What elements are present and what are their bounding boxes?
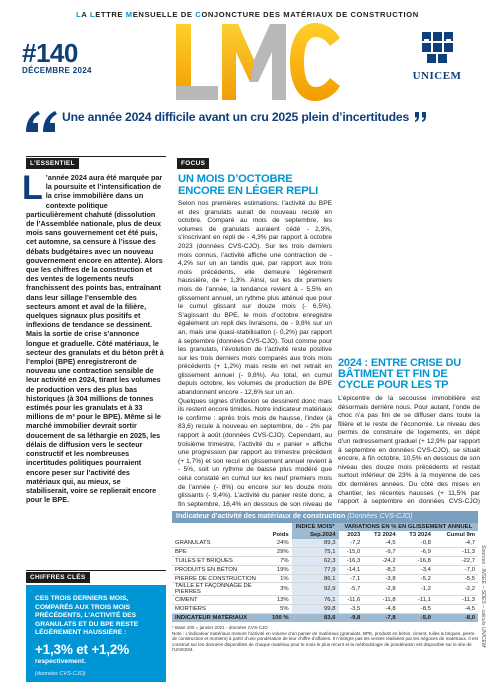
header-indice: INDICE MOIS* <box>292 523 339 531</box>
focus-title: UN MOIS D’OCTOBRE ENCORE EN LÉGER REPLI <box>178 173 319 197</box>
header-variation: VARIATIONS EN % EN GLISSEMENT ANNUEL <box>339 523 479 531</box>
materials-table <box>172 511 478 652</box>
focus-tag: FOCUS <box>177 158 209 169</box>
cell: -2,8 <box>363 583 398 596</box>
row-label: TUILES ET BRIQUES <box>172 557 268 566</box>
header-2023: 2023 <box>347 532 361 538</box>
masthead-initial: M <box>125 10 133 19</box>
cell: -11,8 <box>363 596 398 605</box>
cell: 62,3 <box>292 557 339 566</box>
table-header-row <box>172 523 478 531</box>
cell: -7,1 <box>339 574 364 583</box>
cell: -5,0 <box>399 614 434 623</box>
row-label: TAILLE ET FAÇONNAGE DE PIERRES <box>172 583 268 596</box>
dropcap: L <box>22 169 43 207</box>
issue-number: #140 <box>22 38 78 68</box>
focus-paragraph: Selon nos premières estimations, l’activité du BPE et des granulats aurait de nouveau reculé en octobre. Comparé au mois de septembre, les volumes de granulats auraient cédé - 2,3%, s’inscrivant en repli de - 4,3% par rapport à octobre 2023 (données CVS-CJO). Sur les trois derniers mois connus, l’activité affiche une contraction de - 4,2% sur un an tandis que, par rapport aux trois mois précédents, elle demeure légèrement haussière, de + 1,3%. Ainsi, sur les dix premiers mois de l’année, la tendance revient à - 5,5% en glissement annuel, un rythme plus atténué que pour le cumul glissant sur douze mois (- 6,5%). S’agissant du BPE, le mois d’octobre enregistre également un repli des livraisons, de - 9,8% sur un an, mais une quasi-stabilisation (- 0,2%) par rapport à septembre (données CVS-CJO). Tout comme pour les granulats, l’évolution de l’activité reste positive sur les trois derniers mois comparés aux trois mois précédents (+ 1,2%) mais reste en net retrait en glissement annuel (- 9,8%). Au total, en cumul depuis octobre, les volumes de production de BPE abandonnent encore - 12,6% sur un an. <box>178 200 332 397</box>
cell: -6,9 <box>399 548 434 557</box>
table-row <box>172 548 478 557</box>
key-figures-sub: respectivement. <box>35 657 86 665</box>
row-label: PIERRE DE CONSTRUCTION <box>172 574 268 583</box>
focus-paragraph: Quelques signes d’inflexion se dessinent donc mais ils restent encore timides. Notre indicateur matériaux le confirme : après trois mois de hausse, l’index (à 83,6) recule à nouveau en septembre, de - 2% par rapport à août (données CVS-CJO). Cependant, au troisième trimestre, l’activité du « panier » affiche une progression par rapport au trimestre précédent (+ 1,7%) et son recul en glissement annuel revient à - 5%, soit un rythme de baisse plus modéré que celui constaté en cumul sur les neuf premiers mois de l’année (- 8%) ou encore sur les douze mois glissants (- 9,4%). L’activité du panier reste donc, à fin septembre, 16,4% en dessous de son niveau de <box>178 397 332 508</box>
cell: -4,5 <box>363 539 398 548</box>
cell: -5,5 <box>434 574 478 583</box>
table-total-row <box>172 614 478 623</box>
cell: 13% <box>268 596 292 605</box>
cell: -11,3 <box>434 548 478 557</box>
header-date: Sep.2024 <box>292 531 339 539</box>
cell: -7,0 <box>434 565 478 574</box>
cell: 1% <box>268 574 292 583</box>
masthead-initial: C <box>195 10 202 19</box>
table-row <box>172 583 478 596</box>
sources-text: Sources : INSEE – SDES – calculs UNICEM <box>480 545 486 648</box>
cell: -8,5 <box>399 605 434 614</box>
table-notes <box>172 625 478 652</box>
cell: -5,2 <box>399 574 434 583</box>
masthead-word: ETTRE <box>95 10 126 19</box>
cell: -16,3 <box>339 557 364 566</box>
cell: 7% <box>268 557 292 566</box>
table-row <box>172 565 478 574</box>
masthead-tagline <box>0 10 495 19</box>
double-quote-close-icon <box>414 112 428 122</box>
cell: -1,2 <box>399 583 434 596</box>
cell: -9,8 <box>339 614 364 623</box>
header-t3: T3 2024 <box>409 532 431 538</box>
cell: -0,8 <box>399 539 434 548</box>
cell: -2,2 <box>434 583 478 596</box>
header-t2: T2 2024 <box>373 532 396 538</box>
cell: -5,7 <box>339 583 364 596</box>
essentiel-text <box>22 169 164 505</box>
header-cumul: Cumul 9m <box>446 532 475 538</box>
table-note: Note : L’indicateur matériaux mesure l’activité en volume d’un panier de matériaux (granulats, BPE, produits en béton, ciment, tuiles & briques, pierre de construction et mortiers) à partir d’une pondération de leur chiffre d’affaires. Il n’intègre pas les ventes réalisées par les négoces de matériaux. Il est construit sur les données disponibles de chaque matériau pour le mois le plus récent et la méthodologie de pondération est disponible sur le site de l’UNICEM. <box>172 630 478 652</box>
key-figures-numbers: +1,3% et +1,2% <box>35 641 130 657</box>
row-label: MORTIERS <box>172 605 268 614</box>
cell: 86,1 <box>292 574 339 583</box>
table-title <box>172 511 478 523</box>
unicem-name: UNICEM <box>412 70 462 82</box>
row-label: BPE <box>172 548 268 557</box>
row-label: INDICATEUR MATÉRIAUX <box>172 614 268 623</box>
cell: -4,5 <box>434 605 478 614</box>
masthead-word: A <box>81 10 90 19</box>
cell: 76,1 <box>292 596 339 605</box>
divider <box>26 156 166 157</box>
cell: -15,0 <box>339 548 364 557</box>
cell: -8,0 <box>434 614 478 623</box>
cell: -4,8 <box>363 605 398 614</box>
cell: -14,1 <box>339 565 364 574</box>
chiffres-cles-tag: CHIFFRES CLÉS <box>26 572 90 583</box>
masthead-initial: L <box>89 10 96 19</box>
cell: 89,3 <box>292 539 339 548</box>
essentiel-tag: L’ESSENTIEL <box>26 158 79 169</box>
cell: 3% <box>268 583 292 596</box>
table-row <box>172 574 478 583</box>
cell: -3,4 <box>399 565 434 574</box>
cell: -3,5 <box>339 605 364 614</box>
crise-title: 2024 : ENTRE CRISE DU BÂTIMENT ET FIN DE CYCLE POUR LES TP <box>338 357 461 392</box>
issue-date: DÉCEMBRE 2024 <box>22 66 92 75</box>
cell: 92,9 <box>292 583 339 596</box>
table-note: * Base 100 = janvier 2021 - données CVS-CJO <box>172 625 268 631</box>
masthead-initial: L <box>76 10 82 19</box>
cell: 5% <box>268 605 292 614</box>
table <box>172 523 478 622</box>
cell: 29% <box>268 548 292 557</box>
cell: -4,7 <box>434 539 478 548</box>
cell: -11,6 <box>339 596 364 605</box>
headline <box>62 110 482 124</box>
table-unit: (Données CVS-CJO) <box>347 513 413 520</box>
table-row <box>172 539 478 548</box>
crise-body: L’épicentre de la secousse immobilière est désormais derrière nous. Pour autant, l’onde de choc n’a pas fini de se diffuser dans toute la filière et le reste de l’économie. Le niveau des permis de construire de logements, en dépit d’un redressement graduel (+ 12,9% par rapport à septembre en données CVS-CJO), se situait encore, à fin octobre, 10,5% en dessous de son niveau des douze mois précédents et restait surtout inférieur de 23% à la moyenne de ces dix dernières années. Du côté des mises en chantier, les récentes hausses (+ 11,5% par rapport à septembre en données CVS-CJO) <box>338 395 480 506</box>
sources-note <box>478 545 488 655</box>
table-row <box>172 596 478 605</box>
focus-continued <box>338 160 480 356</box>
cell: 19% <box>268 565 292 574</box>
table-title-text: Indicateur d’activité des matériaux de construction <box>176 513 346 520</box>
cell: -7,2 <box>339 539 364 548</box>
key-figures-source: (données CVS-CJO) <box>35 670 86 677</box>
masthead-word: ONJONCTURE DES MATÉRIAUX DE CONSTRUCTION <box>201 10 419 19</box>
row-label: CIMENT <box>172 596 268 605</box>
cell: -8,2 <box>363 565 398 574</box>
cell: -9,7 <box>363 548 398 557</box>
cell: 77,9 <box>292 565 339 574</box>
key-figures-box <box>26 585 166 682</box>
cell: -7,8 <box>363 614 398 623</box>
cell: 100 % <box>268 614 292 623</box>
divider <box>26 570 166 571</box>
essentiel-body: ’année 2024 aura été marquée par la poursuite et l’intensification de la crise immobilière dans un contexte politique particulièrement chahuté (dissolution de l’Assemblée nationale, plus de deux mois sans gouvernement cet été puis, cet automne, sa censure à l’issue des débats budgétaires avec un nouveau gouvernement encore en attente). Alors que les chiffres de la construction et des ventes de logements neufs franchissent des points bas, entraînant dans leur sillage l’ensemble des secteurs amont et aval de la filière, quelques signaux plus positifs et inflexions de tendance se dessinent. Mais la sortie de crise s’annonce longue et graduelle. Côté matériaux, le secteur des granulats et du béton prêt à l’emploi (BPE) enregistreront de nouveau une contraction sensible de leur activité en 2024, tirant les volumes de production vers des plus bas historiques (à 304 millions de tonnes estimés pour les granulats et à 33 millions de m³ pour le BPE). Même si le marché immobilier devrait sortir doucement de sa léthargie en 2025, les délais de diffusion vers le secteur constructif et les nombreuses incertitudes politiques pourraient encore peser sur l’activité des matériaux qui, au mieux, se stabiliserait, voire se replierait encore pour le BPE. <box>26 173 164 505</box>
table-subheader-row <box>172 531 478 539</box>
cell: -24,2 <box>363 557 398 566</box>
svg-text:LMC: LMC <box>170 20 173 21</box>
double-quote-open-icon <box>22 106 62 136</box>
cell: -22,7 <box>434 557 478 566</box>
table-row <box>172 605 478 614</box>
cell: -16,8 <box>399 557 434 566</box>
cell: -11,1 <box>399 596 434 605</box>
masthead-word: ENSUELLE DE <box>132 10 196 19</box>
header-poids: Poids <box>272 532 289 538</box>
cell: 75,1 <box>292 548 339 557</box>
headline-text: Une année 2024 difficile avant un cru 2025 plein d’incertitudes <box>62 110 410 124</box>
cell: 99,8 <box>292 605 339 614</box>
lmc-logo <box>170 20 345 106</box>
row-label: GRANULATS <box>172 539 268 548</box>
cell: 83,6 <box>292 614 339 623</box>
table-row <box>172 557 478 566</box>
cell: -11,3 <box>434 596 478 605</box>
cell: -3,8 <box>363 574 398 583</box>
cell: 24% <box>268 539 292 548</box>
row-label: PRODUITS EN BÉTON <box>172 565 268 574</box>
focus-body <box>178 200 332 508</box>
key-figures-text: CES TROIS DERNIERS MOIS, COMPARÉS AUX TROIS MOIS PRÉCÉDENTS, L’ACTIVITÉ DES GRANULATS ET DU BPE RESTE LÉGÈREMENT HAUSSIÈRE : <box>35 595 139 636</box>
